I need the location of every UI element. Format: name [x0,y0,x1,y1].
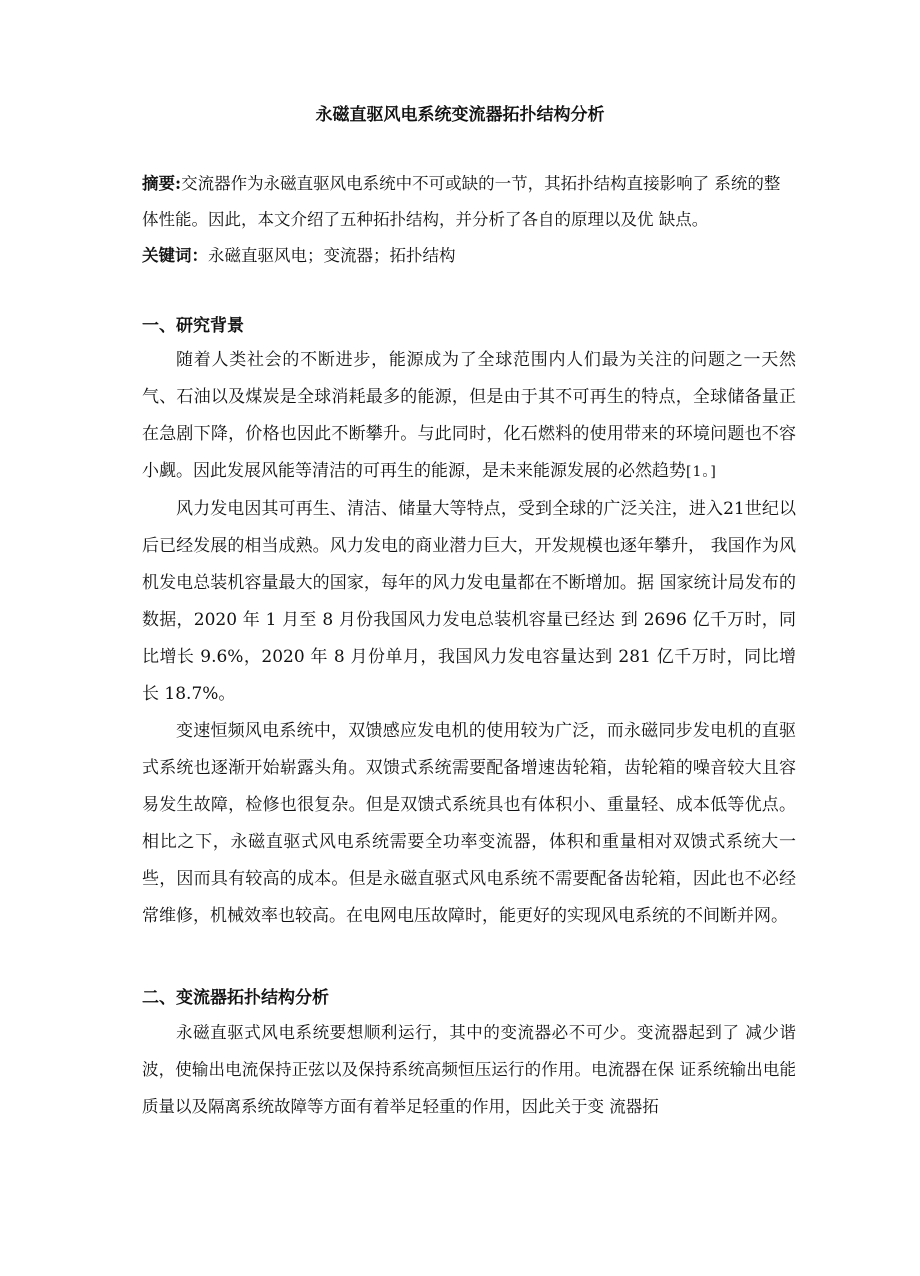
section-1-paragraph-1 [142,342,796,491]
keywords-label: 关键词： [142,246,208,265]
section-1 [142,313,796,935]
section-1-heading: 一、研究背景 [142,316,244,336]
abstract-block [142,166,796,274]
section-1-paragraph-3: 变速恒频风电系统中，双馈感应发电机的使用较为广泛，而永磁同步发电机的直驱式系统也逐渐开始崭露头角。双馈式系统需要配备增速齿轮箱，齿轮箱的噪音较大且容易发生故障，检修也很复杂。但是双馈式系统具也有体积小、重量轻、成本低等优点。相比之下，永磁直驱式风电系统需要全功率变流器，体积和重量相对双馈式系统大一些，因而具有较高的成本。但是永磁直驱式风电系统不需要配备齿轮箱，因此也不必经常维修，机械效率也较高。在电网电压故障时，能更好的实现风电系统的不间断并网。 [142,721,796,926]
section-1-paragraph-1-text: 随着人类社会的不断进步，能源成为了全球范围内人们最为关注的问题之一天然气、石油以及煤炭是全球消耗最多的能源，但是由于其不可再生的特点，全球储备量正在急剧下降，价格也因此不断攀升。与此同时，化石燃料的使用带来的环境问题也不容小觑。因此发展风能等清洁的可再生的能源，是未来能源发展的必然趋势 [142,350,796,481]
section-2 [142,985,796,1125]
abstract-text: 交流器作为永磁直驱风电系统中不可或缺的一节，其拓扑结构直接影响了 系统的整体性能。因此，本文介绍了五种拓扑结构，并分析了各自的原理以及优 缺点。 [142,174,781,229]
section-1-paragraph-2: 风力发电因其可再生、清洁、储量大等特点，受到全球的广泛关注，进入21世纪以后已经发展的相当成熟。风力发电的商业潜力巨大，开发规模也逐年攀升， 我国作为风机发电总装机容量最大的国家，每年的风力发电量都在不断增加。据 国家统计局发布的数据，2020 年 1 月至 8 月份我国风力发电总装机容量已经达 到 2696 亿千万时，同比增长 9.6%，2020 年 8 月份单月，我国风力发电容量达到 281 亿千万时，同比增长 18.7%。 [142,499,796,704]
section-1-body [142,342,796,935]
citation: [1。] [686,464,717,480]
keywords-text: 永磁直驱风电；变流器；拓扑结构 [208,246,456,265]
section-2-paragraph-1: 永磁直驱式风电系统要想顺利运行，其中的变流器必不可少。变流器起到了 减少谐波，使输出电流保持正弦以及保持系统高频恒压运行的作用。电流器在保 证系统输出电能质量以及隔离系统故障等方面有着举足轻重的作用，因此关于变 流器拓 [142,1023,796,1116]
keywords-paragraph [142,238,796,274]
abstract-paragraph [142,166,796,238]
section-2-heading: 二、变流器拓扑结构分析 [142,988,329,1008]
abstract-label: 摘要: [142,174,182,193]
section-2-body [142,1014,796,1125]
paper-title: 永磁直驱风电系统变流器拓扑结构分析 [315,105,605,125]
